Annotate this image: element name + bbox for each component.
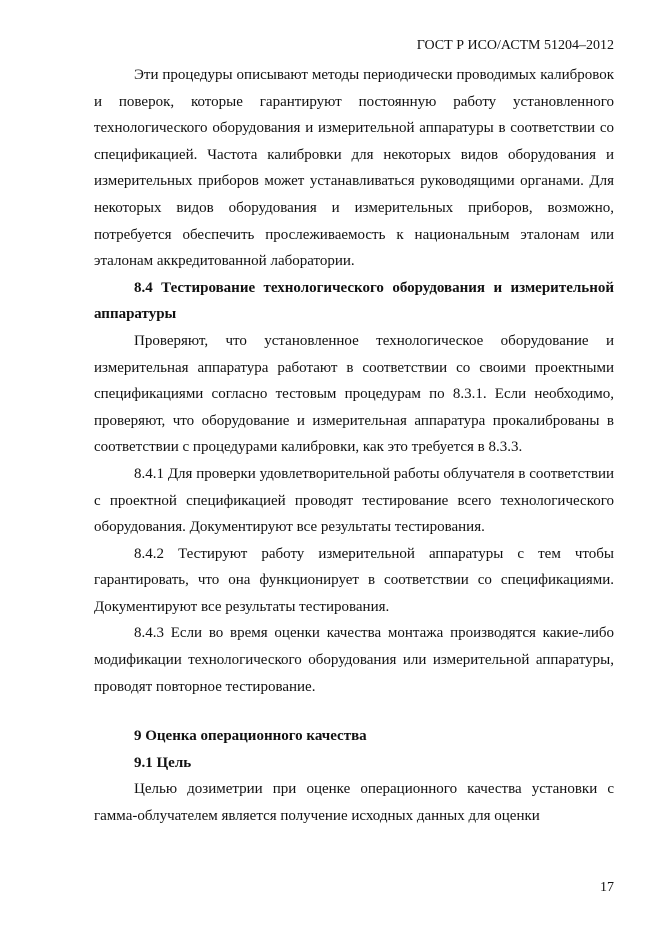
section-heading-9: 9 Оценка операционного качества: [134, 728, 367, 745]
paragraph-calibration: Эти процедуры описывают методы периодически проводимых калибровок и поверок, которые гарантируют постоянную работу установленного технологического оборудования и измерительной аппаратуры в соответствии со спецификацией. Частота калибровки для некоторых видов оборудования и измерительных приборов может устанавливаться руководящими органами. Для некоторых видов оборудования и измерительных приборов, возможно, потребуется обеспечить прослеживаемость к национальным эталонам или эталонам аккредитованной лаборатории.: [94, 67, 614, 270]
paragraph-purpose: Целью дозиметрии при оценке операционного качества установки с гамма-облучателем является получение исходных данных для оценки: [94, 781, 614, 825]
page-number: 17: [600, 880, 614, 895]
section-heading-9-1: 9.1 Цель: [134, 754, 192, 771]
section-heading-8-4: 8.4 Тестирование технологического оборудования и измерительной аппаратуры: [94, 279, 614, 323]
document-body: [94, 62, 614, 830]
document-header-id: ГОСТ Р ИСО/АСТМ 51204–2012: [416, 38, 614, 53]
paragraph-8-4-2: 8.4.2 Тестируют работу измерительной аппаратуры с тем чтобы гарантировать, что она функционирует в соответствии со спецификациями. Документируют все результаты тестирования.: [94, 545, 614, 615]
section-spacer: [94, 700, 614, 723]
paragraph-8-4-3: 8.4.3 Если во время оценки качества монтажа производятся какие-либо модификации технологического оборудования или измерительной аппаратуры, проводят повторное тестирование.: [94, 625, 614, 695]
paragraph-8-4-1: 8.4.1 Для проверки удовлетворительной работы облучателя в соответствии с проектной спецификацией проводят тестирование всего технологического оборудования. Документируют все результаты тестирования.: [94, 465, 614, 536]
paragraph-verification: Проверяют, что установленное технологическое оборудование и измерительная аппаратура работают в соответствии со своими проектными спецификациями согласно тестовым процедурам по 8.3.1. Если необходимо, проверяют, что оборудование и измерительная аппаратура прокалиброваны в соответствии с процедурами калибровки, как это требуется в 8.3.3.: [94, 332, 614, 456]
